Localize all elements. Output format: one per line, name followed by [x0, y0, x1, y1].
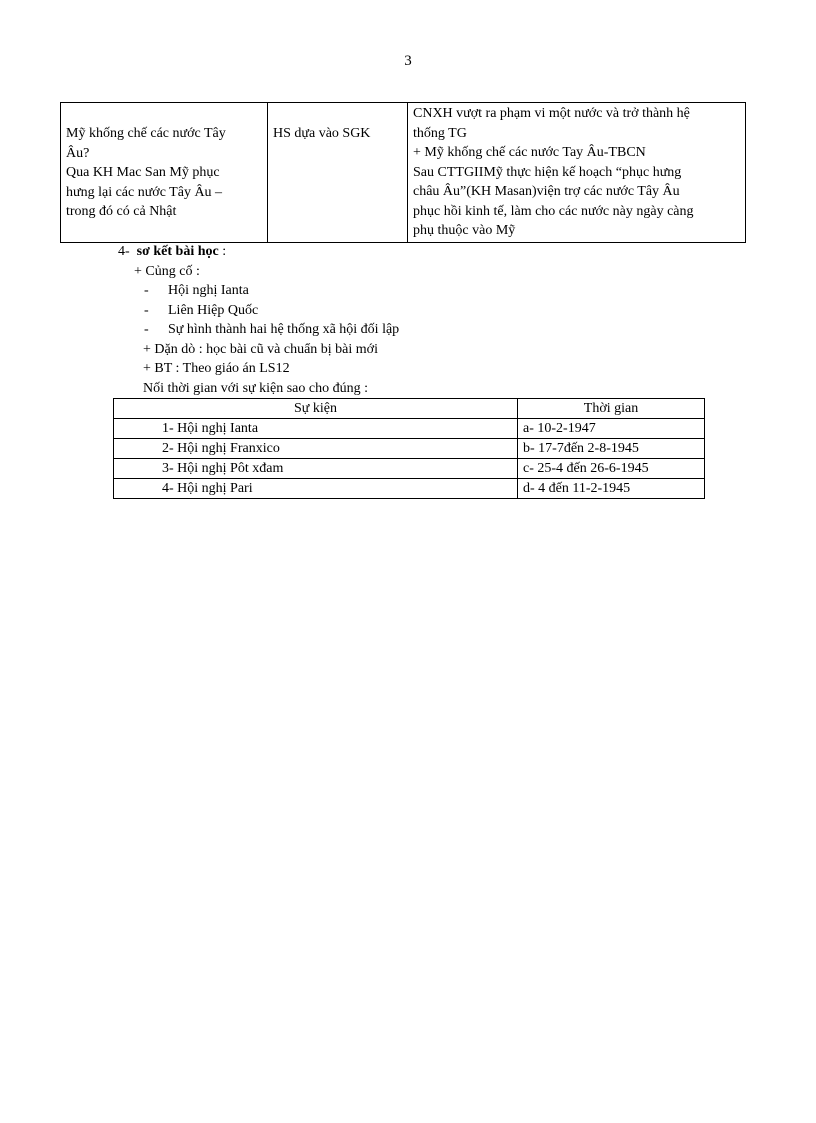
activity-line: HS dựa vào SGK: [273, 126, 371, 141]
time-cell: c- 25-4 đến 26-6-1945: [518, 459, 705, 479]
consolidation-label: + Củng cố :: [134, 263, 200, 279]
event-header: Sự kiện: [114, 399, 518, 419]
question-line: Mỹ khống chế các nước Tây: [66, 126, 226, 141]
time-cell: a- 10-2-1947: [518, 419, 705, 439]
heading-title: sơ kết bài học: [136, 244, 219, 259]
question-cell: [61, 103, 268, 243]
summary-heading: [0, 242, 816, 262]
content-line: phục hồi kinh tế, làm cho các nước này ngày càng: [413, 203, 694, 219]
table-row: [114, 419, 705, 439]
table-row: [61, 103, 746, 243]
list-item: [0, 281, 816, 301]
question-line: Âu?: [66, 145, 90, 161]
event-cell: 3- Hội nghị Pôt xđam: [114, 459, 518, 479]
time-cell: d- 4 đến 11-2-1945: [518, 479, 705, 499]
time-header: Thời gian: [518, 399, 705, 419]
content-line: phụ thuộc vào Mỹ: [413, 223, 516, 238]
content-line: CNXH vượt ra phạm vi một nước và trở thành hệ: [413, 106, 690, 121]
event-cell: 2- Hội nghị Franxico: [114, 439, 518, 459]
event-cell: 1- Hội nghị Ianta: [114, 419, 518, 439]
list-item-text: Hội nghị Ianta: [168, 283, 249, 298]
event-cell: 4- Hội nghị Pari: [114, 479, 518, 499]
content-cell: [408, 103, 746, 243]
dash-marker: -: [144, 302, 149, 318]
list-item: [0, 320, 816, 340]
lesson-table: [60, 102, 746, 243]
dash-marker: -: [144, 322, 149, 337]
list-item-text: Sự hình thành hai hệ thống xã hội đối lập: [168, 322, 400, 337]
content-line: thống TG: [413, 125, 467, 141]
question-line: Qua KH Mac San Mỹ phục: [66, 165, 220, 180]
dash-marker: -: [144, 283, 149, 298]
table-row: [114, 459, 705, 479]
page-number: 3: [404, 53, 412, 69]
time-cell: b- 17-7đến 2-8-1945: [518, 439, 705, 459]
list-item-text: Liên Hiệp Quốc: [168, 302, 259, 318]
instruction-line: Nối thời gian với sự kiện sao cho đúng :: [143, 380, 368, 396]
table-header-row: [114, 399, 705, 419]
list-item: [0, 301, 816, 321]
content-line: Sau CTTGIIMỹ thực hiện kế hoạch “phục hưng: [413, 164, 682, 180]
exercise-line: + BT : Theo giáo án LS12: [143, 361, 290, 376]
content-line: + Mỹ khống chế các nước Tay Âu-TBCN: [413, 145, 646, 160]
homework-line: + Dặn dò : học bài cũ và chuẩn bị bài mới: [143, 341, 378, 357]
lesson-summary: [0, 242, 816, 398]
student-activity-cell: [268, 103, 408, 243]
question-line: trong đó có cả Nhật: [66, 204, 177, 219]
heading-suffix: :: [218, 244, 227, 259]
table-row: [114, 439, 705, 459]
matching-table: [113, 398, 705, 499]
heading-number: 4-: [118, 244, 130, 259]
question-line: hưng lại các nước Tây Âu –: [66, 184, 223, 200]
table-row: [114, 479, 705, 499]
content-line: châu Âu”(KH Masan)viện trợ các nước Tây Âu: [413, 184, 680, 199]
